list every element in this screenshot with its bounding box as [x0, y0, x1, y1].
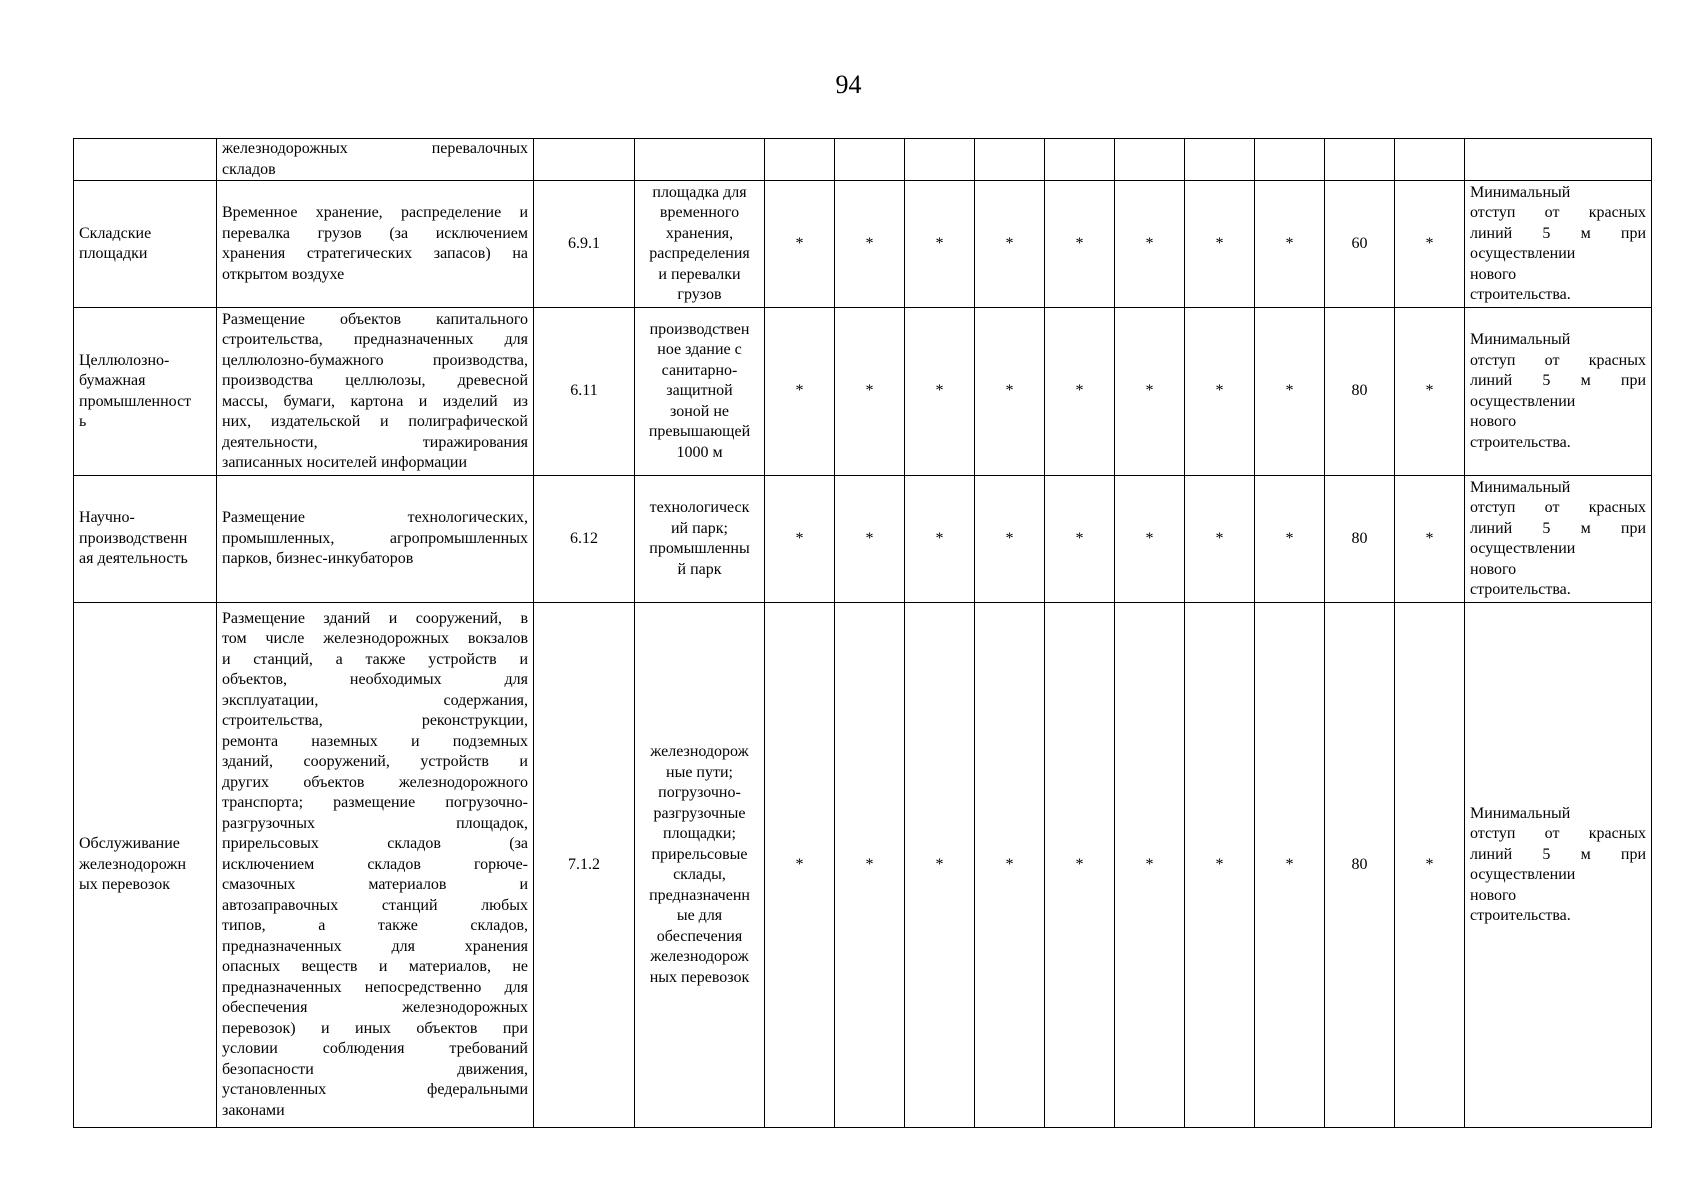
parameter-cell: *	[975, 476, 1045, 603]
parameter-cell: *	[835, 603, 905, 1128]
rows.4.desc_lines-line: других объектов железнодорожного	[222, 773, 528, 791]
parameter-cell	[975, 139, 1045, 181]
rows.2.name_lines-line: ь	[79, 413, 87, 430]
parameter-cell: *	[1045, 308, 1115, 476]
table-row	[74, 308, 1652, 476]
permitted-object-cell	[635, 308, 765, 476]
rows.4.desc_lines-line: зданий, сооружений, устройств и	[222, 753, 528, 771]
parameter-cell: 80	[1325, 603, 1395, 1128]
rows.4.desc_lines-line: транспорта; размещение погрузочно-	[222, 794, 528, 812]
parameter-cell: *	[1185, 308, 1255, 476]
rows.4.name_lines-line: железнодорожн	[79, 855, 187, 873]
rows.1.note_lines-line: отступ от красных	[1470, 204, 1646, 221]
rows.1.desc_lines-line: хранения стратегических запасов) на	[222, 245, 528, 262]
land-use-name-cell	[74, 603, 217, 1128]
parameter-cell: *	[905, 181, 975, 308]
rows.1.obj_lines-line: грузов	[677, 286, 722, 303]
rows.3.obj_lines-line: ий парк;	[670, 519, 728, 537]
parameter-cell: *	[1045, 603, 1115, 1128]
rows.1.name_lines-line: Складские	[79, 224, 152, 242]
parameter-cell: *	[905, 476, 975, 603]
rows.4.desc_lines-line: прирельсовых складов (за	[222, 835, 528, 853]
parameter-cell	[765, 139, 835, 181]
rows.3.note_lines-line: линий 5 м при	[1470, 519, 1646, 537]
rows.4.desc_lines-line: типов, а также складов,	[222, 917, 528, 935]
note-cell	[1465, 476, 1652, 603]
rows.1.obj_lines-line: и перевалки	[658, 265, 741, 283]
parameter-cell: *	[1395, 181, 1465, 308]
rows.2.obj_lines-line: защитной	[666, 382, 733, 400]
rows.4.desc_lines-line: обеспечения железнодорожных	[222, 999, 528, 1017]
rows.2.note_lines-line: Минимальный	[1470, 331, 1571, 348]
rows.3.obj_lines-line: й парк	[677, 560, 722, 578]
rows.4.note_lines-line: нового	[1470, 886, 1517, 904]
parameter-cell: *	[905, 308, 975, 476]
land-use-code-cell: 6.12	[534, 476, 635, 603]
permitted-object-cell	[635, 476, 765, 603]
parameter-cell: 80	[1325, 308, 1395, 476]
parameter-cell: *	[1395, 603, 1465, 1128]
rows.3.obj_lines-line: промышленны	[649, 540, 750, 557]
parameter-cell: *	[1045, 476, 1115, 603]
land-use-description-cell	[217, 308, 534, 476]
rows.4.desc_lines-line: том числе железнодорожных вокзалов	[222, 630, 528, 648]
parameter-cell: *	[1395, 476, 1465, 603]
parameter-cell: *	[1255, 476, 1325, 603]
rows.4.name_lines-line: ых перевозок	[79, 876, 170, 894]
rows.2.note_lines-line: отступ от красных	[1470, 351, 1646, 369]
parameter-cell	[1255, 139, 1325, 181]
rows.3.desc_lines-line: парков, бизнес-инкубаторов	[222, 550, 414, 568]
rows.0.desc_lines-line: железнодорожных перевалочных	[222, 140, 528, 157]
parameter-cell	[1395, 139, 1465, 181]
rows.4.note_lines-line: Минимальный	[1470, 804, 1571, 822]
rows.2.name_lines-line: промышленност	[79, 392, 192, 410]
parameter-cell: *	[835, 476, 905, 603]
rows.4.desc_lines-line: установленных федеральными	[222, 1081, 528, 1099]
land-use-name-cell	[74, 139, 217, 181]
parameter-cell: *	[765, 181, 835, 308]
parameter-cell	[1045, 139, 1115, 181]
rows.4.desc_lines-line: смазочных материалов и	[222, 876, 528, 894]
land-use-code-cell	[534, 139, 635, 181]
rows.4.obj_lines-line: ных перевозок	[649, 968, 750, 986]
rows.2.obj_lines-line: 1000 м	[676, 443, 723, 461]
parameter-cell: *	[975, 603, 1045, 1128]
rows.4.desc_lines-line: безопасности движения,	[222, 1060, 528, 1078]
rows.1.name_lines-line: площадки	[79, 245, 148, 262]
parameter-cell: *	[1395, 308, 1465, 476]
rows.4.obj_lines-line: обеспечения	[656, 927, 743, 945]
parameter-cell	[1185, 139, 1255, 181]
land-use-table	[73, 138, 1652, 1128]
parameter-cell: *	[905, 603, 975, 1128]
parameter-cell: *	[1255, 603, 1325, 1128]
parameter-cell	[835, 139, 905, 181]
rows.3.note_lines-line: отступ от красных	[1470, 499, 1646, 516]
parameter-cell: *	[765, 308, 835, 476]
land-use-description-cell	[217, 181, 534, 308]
rows.2.desc_lines-line: записанных носителей информации	[222, 454, 468, 471]
land-use-name-cell	[74, 181, 217, 308]
land-use-description-cell	[217, 476, 534, 603]
rows.4.desc_lines-line: разгрузочных площадок,	[222, 814, 528, 832]
parameter-cell: *	[975, 181, 1045, 308]
parameter-cell: *	[1115, 476, 1185, 603]
rows.1.obj_lines-line: хранения,	[665, 224, 734, 242]
parameter-cell: *	[765, 603, 835, 1128]
land-use-code-cell: 6.9.1	[534, 181, 635, 308]
parameter-cell	[905, 139, 975, 181]
parameter-cell: 80	[1325, 476, 1395, 603]
table-row	[74, 476, 1652, 603]
parameter-cell: *	[835, 181, 905, 308]
rows.2.obj_lines-line: зоной не	[669, 402, 729, 420]
parameter-cell: *	[975, 308, 1045, 476]
rows.4.desc_lines-line: ремонта наземных и подземных	[222, 732, 528, 750]
rows.4.desc_lines-line: исключением складов горюче-	[222, 855, 528, 873]
rows.4.obj_lines-line: разгрузочные	[653, 804, 746, 822]
rows.2.desc_lines-line: производства целлюлозы, древесной	[222, 372, 528, 389]
rows.2.note_lines-line: нового	[1470, 413, 1517, 430]
rows.3.desc_lines-line: Размещение технологических,	[222, 509, 528, 527]
rows.4.note_lines-line: линий 5 м при	[1470, 845, 1646, 863]
rows.4.desc_lines-line: предназначенных для хранения	[222, 937, 528, 955]
land-use-code-cell: 6.11	[534, 308, 635, 476]
rows.3.name_lines-line: ая деятельность	[79, 550, 188, 568]
parameter-cell: *	[1255, 181, 1325, 308]
rows.4.desc_lines-line: перевозок) и иных объектов при	[222, 1019, 528, 1037]
parameter-cell: *	[1115, 181, 1185, 308]
parameter-cell: *	[1115, 603, 1185, 1128]
rows.0.desc_lines-line: складов	[222, 160, 276, 178]
note-cell	[1465, 181, 1652, 308]
rows.2.obj_lines-line: производствен	[649, 320, 750, 338]
rows.4.note_lines-line: осуществлении	[1470, 866, 1576, 883]
parameter-cell	[1325, 139, 1395, 181]
rows.4.obj_lines-line: площадки;	[663, 825, 736, 842]
parameter-cell: *	[1115, 308, 1185, 476]
land-use-description-cell	[217, 139, 534, 181]
rows.4.desc_lines-line: строительства, реконструкции,	[222, 712, 528, 730]
rows.1.note_lines-line: осуществлении	[1470, 245, 1576, 262]
rows.3.obj_lines-line: технологическ	[649, 499, 750, 516]
rows.3.note_lines-line: нового	[1470, 560, 1517, 578]
land-use-code-cell: 7.1.2	[534, 603, 635, 1128]
rows.2.name_lines-line: бумажная	[79, 372, 146, 389]
parameter-cell: 60	[1325, 181, 1395, 308]
rows.4.note_lines-line: отступ от красных	[1470, 825, 1646, 842]
table-row	[74, 139, 1652, 181]
rows.2.note_lines-line: линий 5 м при	[1470, 372, 1646, 389]
rows.2.desc_lines-line: Размещение объектов капитального	[222, 310, 528, 328]
permitted-object-cell	[635, 139, 765, 181]
rows.4.obj_lines-line: погрузочно-	[658, 784, 741, 801]
land-use-name-cell	[74, 476, 217, 603]
rows.4.obj_lines-line: склады,	[673, 866, 726, 883]
table-row	[74, 181, 1652, 308]
table-row	[74, 603, 1652, 1128]
parameter-cell	[1115, 139, 1185, 181]
land-use-name-cell	[74, 308, 217, 476]
rows.2.obj_lines-line: превышающей	[648, 423, 751, 441]
parameter-cell: *	[1185, 476, 1255, 603]
rows.1.desc_lines-line: перевалка грузов (за исключением	[222, 224, 528, 242]
rows.4.obj_lines-line: железнодорож	[650, 948, 749, 965]
rows.1.obj_lines-line: временного	[659, 204, 740, 221]
permitted-object-cell	[635, 181, 765, 308]
rows.3.note_lines-line: осуществлении	[1470, 540, 1576, 557]
rows.4.obj_lines-line: ые для	[676, 907, 723, 924]
note-cell	[1465, 603, 1652, 1128]
note-cell	[1465, 308, 1652, 476]
rows.1.desc_lines-line: открытом воздухе	[222, 265, 345, 283]
rows.2.desc_lines-line: них, издательской и полиграфической	[222, 413, 528, 430]
rows.2.obj_lines-line: ное здание с	[657, 341, 742, 359]
rows.2.note_lines-line: осуществлении	[1470, 392, 1576, 410]
parameter-cell: *	[1045, 181, 1115, 308]
rows.2.desc_lines-line: целлюлозно-бумажного производства,	[222, 351, 528, 369]
note-cell	[1465, 139, 1652, 181]
rows.4.desc_lines-line: законами	[222, 1101, 285, 1119]
land-use-description-cell	[217, 603, 534, 1128]
rows.4.obj_lines-line: железнодорож	[650, 743, 749, 760]
rows.2.obj_lines-line: санитарно-	[661, 361, 738, 379]
rows.2.name_lines-line: Целлюлозно-	[79, 351, 170, 369]
rows.1.note_lines-line: строительства.	[1470, 286, 1571, 303]
rows.2.desc_lines-line: деятельности, тиражирования	[222, 433, 528, 451]
rows.3.name_lines-line: производственн	[79, 529, 188, 547]
parameter-cell: *	[1185, 603, 1255, 1128]
rows.2.desc_lines-line: массы, бумаги, картона и изделий из	[222, 392, 528, 410]
parameter-cell: *	[1185, 181, 1255, 308]
rows.4.desc_lines-line: Размещение зданий и сооружений, в	[222, 609, 528, 627]
page-number: 94	[835, 70, 862, 99]
rows.1.note_lines-line: Минимальный	[1470, 183, 1571, 201]
rows.3.desc_lines-line: промышленных, агропромышленных	[222, 529, 528, 547]
rows.4.name_lines-line: Обслуживание	[79, 835, 180, 853]
rows.4.obj_lines-line: предназначенн	[649, 886, 750, 904]
rows.4.obj_lines-line: ные пути;	[666, 763, 733, 781]
rows.1.obj_lines-line: распределения	[649, 245, 750, 262]
parameter-cell: *	[835, 308, 905, 476]
rows.4.desc_lines-line: эксплуатации, содержания,	[222, 691, 528, 709]
rows.1.desc_lines-line: Временное хранение, распределение и	[222, 204, 528, 221]
rows.1.note_lines-line: нового	[1470, 265, 1517, 283]
rows.3.name_lines-line: Научно-	[79, 509, 135, 527]
parameter-cell: *	[765, 476, 835, 603]
rows.2.note_lines-line: строительства.	[1470, 433, 1571, 451]
parameter-cell: *	[1255, 308, 1325, 476]
permitted-object-cell	[635, 603, 765, 1128]
rows.4.desc_lines-line: автозаправочных станций любых	[222, 896, 528, 914]
rows.4.desc_lines-line: объектов, необходимых для	[222, 671, 528, 689]
rows.2.desc_lines-line: строительства, предназначенных для	[222, 331, 528, 348]
rows.1.obj_lines-line: площадка для	[652, 183, 747, 201]
rows.4.obj_lines-line: прирельсовые	[651, 845, 748, 863]
rows.4.note_lines-line: строительства.	[1470, 907, 1571, 924]
rows.3.note_lines-line: строительства.	[1470, 581, 1571, 598]
rows.4.desc_lines-line: предназначенных непосредственно для	[222, 978, 528, 996]
rows.4.desc_lines-line: условии соблюдения требований	[222, 1040, 528, 1058]
rows.4.desc_lines-line: и станций, а также устройств и	[222, 650, 528, 668]
rows.1.note_lines-line: линий 5 м при	[1470, 224, 1646, 242]
rows.4.desc_lines-line: опасных веществ и материалов, не	[222, 958, 528, 976]
rows.3.note_lines-line: Минимальный	[1470, 478, 1571, 496]
